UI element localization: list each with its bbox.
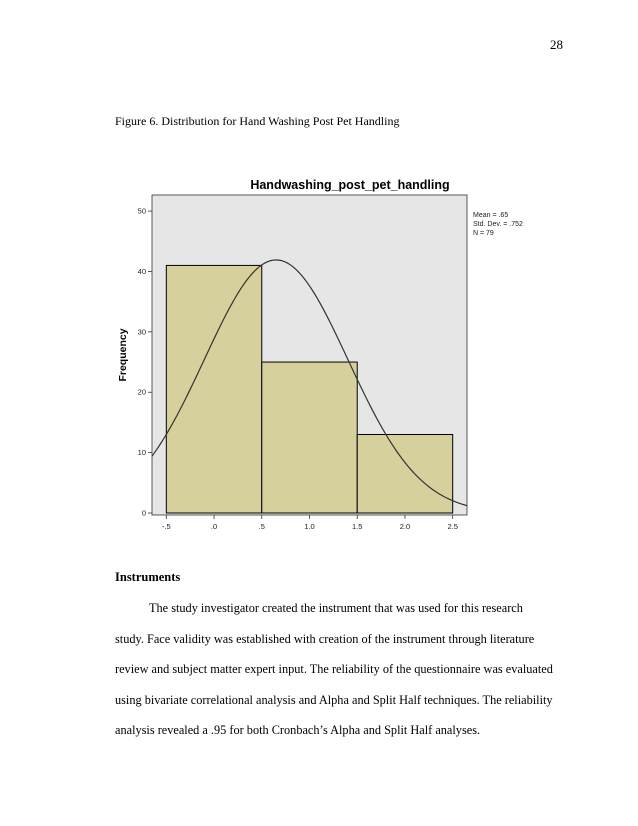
x-tick-label: 2.5 <box>447 522 458 531</box>
histogram-bar <box>357 435 452 514</box>
x-tick-label: -.5 <box>161 522 171 531</box>
page-number: 28 <box>550 37 563 52</box>
histogram-figure <box>105 160 555 540</box>
chart-title: Handwashing_post_pet_handling <box>250 178 450 192</box>
stats-line: N = 79 <box>473 230 494 237</box>
paragraph-line: analysis revealed a .95 for both Cronbach’s Alpha and Split Half analyses. <box>115 723 481 737</box>
y-tick-label: 0 <box>141 508 146 518</box>
paragraph-line: The study investigator created the instrument that was used for this research <box>149 601 523 615</box>
y-tick-label: 50 <box>137 206 146 216</box>
histogram-chart <box>105 160 555 540</box>
y-axis <box>138 207 152 518</box>
x-tick-label: .0 <box>210 522 218 531</box>
histogram-bar <box>166 265 261 513</box>
y-tick-label: 10 <box>137 448 146 458</box>
figure-caption: Figure 6. Distribution for Hand Washing Post Pet Handling <box>115 114 400 128</box>
y-tick-label: 20 <box>137 387 146 397</box>
histogram-bar <box>262 362 357 513</box>
x-tick-label: 1.5 <box>352 522 363 531</box>
paragraph-line: review and subject matter expert input. The reliability of the questionnaire was evaluated <box>115 662 553 676</box>
body-paragraph <box>115 593 565 746</box>
stats-line: Mean = .65 <box>473 212 509 219</box>
stats-box <box>473 212 523 237</box>
x-tick-label: .5 <box>258 522 265 531</box>
section-heading: Instruments <box>115 570 181 584</box>
paragraph-line: study. Face validity was established with creation of the instrument through literature <box>115 631 535 646</box>
x-axis <box>162 515 458 531</box>
x-tick-label: 2.0 <box>399 522 411 531</box>
stats-line: Std. Dev. = .752 <box>473 221 523 228</box>
y-tick-label: 40 <box>137 266 146 276</box>
x-tick-label: 1.0 <box>304 522 315 531</box>
y-axis-label: Frequency <box>117 328 129 382</box>
paragraph-line: using bivariate correlational analysis and Alpha and Split Half techniques. The reliability <box>115 692 553 707</box>
y-tick-label: 30 <box>137 327 146 337</box>
